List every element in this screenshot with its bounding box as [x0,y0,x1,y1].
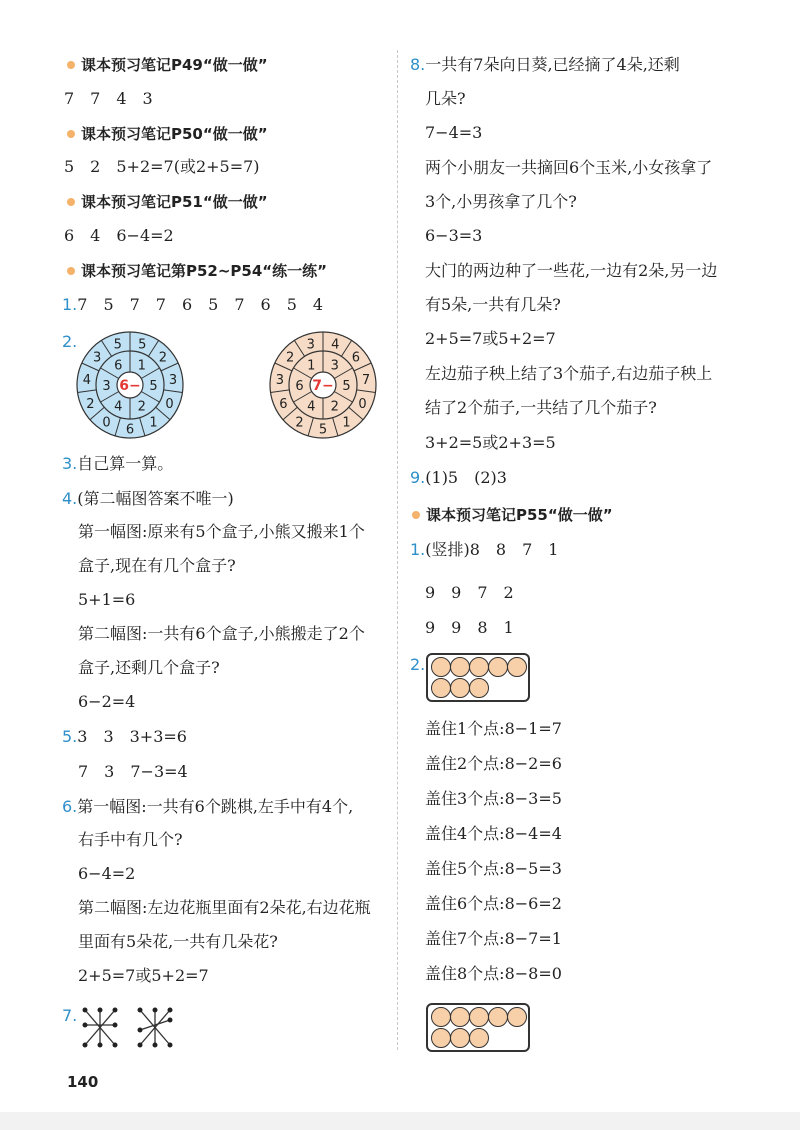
cover-line: 盖住5个点:8−5=3 [425,859,562,878]
answer-line: 7−4=3 [425,123,483,142]
page-number: 140 [67,1073,99,1091]
dot [431,1028,451,1048]
wheel-inner-number: 1 [307,358,316,374]
bullet-dot-icon [67,267,75,275]
answer-line: 5+1=6 [78,590,136,609]
line-matching-figure-1 [80,1005,120,1049]
cover-line: 盖住1个点:8−1=7 [425,719,562,738]
answer-line: 盒子,还剩几个盒子? [78,658,220,677]
wheel-outer-number: 6 [279,397,288,413]
q2-number: 2. [410,655,426,674]
dot [450,1007,470,1027]
wheel-inner-number: 3 [102,379,111,394]
dot [507,657,527,677]
wheel-outer-number: 6 [125,422,135,438]
wheel-outer-number: 1 [342,415,351,431]
dot [488,1007,508,1027]
bullet-dot-icon [67,130,75,138]
answer-line: 6 4 6−4=2 [64,226,174,245]
cover-line: 盖住4个点:8−4=4 [425,824,562,843]
wheel-inner-number: 1 [137,358,146,374]
answer-line: 3个,小男孩拿了几个? [425,192,577,211]
section-header: 课本预习笔记P50“做一做” [67,124,268,144]
wheel-inner-number: 2 [137,399,146,415]
answer-q4: 4.(第二幅图答案不唯一) [62,489,234,508]
answer-line: 6−4=2 [78,864,136,883]
answer-line: 里面有5朵花,一共有几朵花? [78,932,278,951]
wheel-outer-number: 5 [113,337,122,353]
wheel-inner-number: 6 [295,379,304,394]
dot [431,1007,451,1027]
q2-number: 2. [62,332,78,351]
answer-line: 有5朵,一共有几朵? [425,295,561,314]
answer-q5: 5.3 3 3+3=6 [62,727,187,746]
section-header: 课本预习笔记P55“做一做” [412,505,613,525]
bullet-dot-icon [67,198,75,206]
answer-line: 第二幅图:左边花瓶里面有2朵花,右边花瓶 [78,898,371,917]
wheel-outer-number: 3 [168,372,178,388]
answer-line: 3+2=5或2+3=5 [425,433,556,452]
wheel-outer-number: 0 [165,397,174,413]
dot [469,657,489,677]
section-header: 课本预习笔记P49“做一做” [67,55,268,75]
answer-line: 第一幅图:原来有5个盒子,小熊又搬来1个 [78,522,365,541]
dot [507,1007,527,1027]
dot [469,1007,489,1027]
dot [450,657,470,677]
answer-q1: 1.7 5 7 7 6 5 7 6 5 4 [62,295,324,314]
wheel-outer-number: 5 [318,422,328,438]
cover-line: 盖住8个点:8−8=0 [425,964,562,983]
wheel-outer-number: 2 [295,415,304,431]
wheel-center-label: 6− [119,378,141,394]
answer-q3: 3.自己算一算。 [62,454,174,473]
wheel-center-label: 7− [312,378,334,394]
wheel-inner-number: 6 [114,358,123,374]
dot [450,1028,470,1048]
answer-line: 左边茄子秧上结了3个茄子,右边茄子秧上 [425,364,713,383]
bullet-dot-icon [412,511,420,519]
answer-line: 盒子,现在有几个盒子? [78,556,236,575]
bullet-dot-icon [67,61,75,69]
wheel-inner-number: 2 [330,399,339,415]
wheel-outer-number: 3 [92,350,102,366]
answer-q8: 8.一共有7朵向日葵,已经摘了4朵,还剩 [410,55,680,74]
cover-line: 盖住2个点:8−2=6 [425,754,562,773]
wheel-outer-number: 6 [351,350,361,366]
dot-frame-bottom [426,1003,530,1052]
dot [488,657,508,677]
line-matching-figure-2 [135,1005,175,1049]
answer-line: 两个小朋友一共摘回6个玉米,小女孩拿了 [425,158,713,177]
section-header: 课本预习笔记P51“做一做” [67,192,268,212]
wheel-inner-number: 4 [307,399,316,415]
dot [469,1028,489,1048]
answer-line: 右手中有几个? [78,830,183,849]
dot [450,678,470,698]
wheel-outer-number: 0 [102,415,111,431]
wheel-outer-number: 2 [158,350,168,366]
answer-line: 2+5=7或5+2=7 [425,329,556,348]
answer-line: 9 9 8 1 [425,618,514,637]
answer-line: 大门的两边种了一些花,一边有2朵,另一边 [425,261,718,280]
cover-line: 盖住6个点:8−6=2 [425,894,562,913]
cover-line: 盖住3个点:8−3=5 [425,789,562,808]
cover-line: 盖住7个点:8−7=1 [425,929,562,948]
wheel-outer-number: 2 [86,397,95,413]
dot [431,678,451,698]
wheel-outer-number: 3 [306,337,315,353]
section-header: 课本预习笔记第P52~P54“练一练” [67,261,327,281]
bottom-band [0,1112,800,1130]
answer-line: 5 2 5+2=7(或2+5=7) [64,157,260,176]
answer-r1: 1.(竖排)8 8 7 1 [410,540,559,559]
answer-line: 9 9 7 2 [425,583,514,602]
wheel-outer-number: 4 [82,372,92,388]
wheel-inner-number: 5 [342,379,351,394]
answer-line: 第二幅图:一共有6个盒子,小熊搬走了2个 [78,624,365,643]
answer-q9: 9.(1)5 (2)3 [410,468,507,487]
dot-frame-top [426,653,530,702]
number-wheel-7 [268,330,378,440]
wheel-outer-number: 5 [138,337,147,353]
wheel-outer-number: 7 [361,372,371,388]
wheel-inner-number: 5 [149,379,158,394]
wheel-inner-number: 4 [114,399,123,415]
wheel-outer-number: 3 [275,372,285,388]
answer-line: 6−2=4 [78,692,136,711]
number-wheel-6 [75,330,185,440]
q7-number: 7. [62,1006,78,1025]
answer-line: 7 7 4 3 [64,89,153,108]
answer-line: 结了2个茄子,一共结了几个茄子? [425,398,657,417]
dot [431,657,451,677]
wheel-outer-number: 2 [285,350,295,366]
answer-q6: 6.第一幅图:一共有6个跳棋,左手中有4个, [62,797,354,816]
answer-line: 几朵? [425,89,466,108]
wheel-outer-number: 0 [358,397,367,413]
wheel-outer-number: 4 [331,337,340,353]
dot [469,678,489,698]
answer-line: 2+5=7或5+2=7 [78,966,209,985]
answer-line: 6−3=3 [425,226,483,245]
wheel-inner-number: 3 [330,358,339,374]
column-divider [397,50,398,1050]
answer-line: 7 3 7−3=4 [78,762,188,781]
wheel-outer-number: 1 [149,415,158,431]
